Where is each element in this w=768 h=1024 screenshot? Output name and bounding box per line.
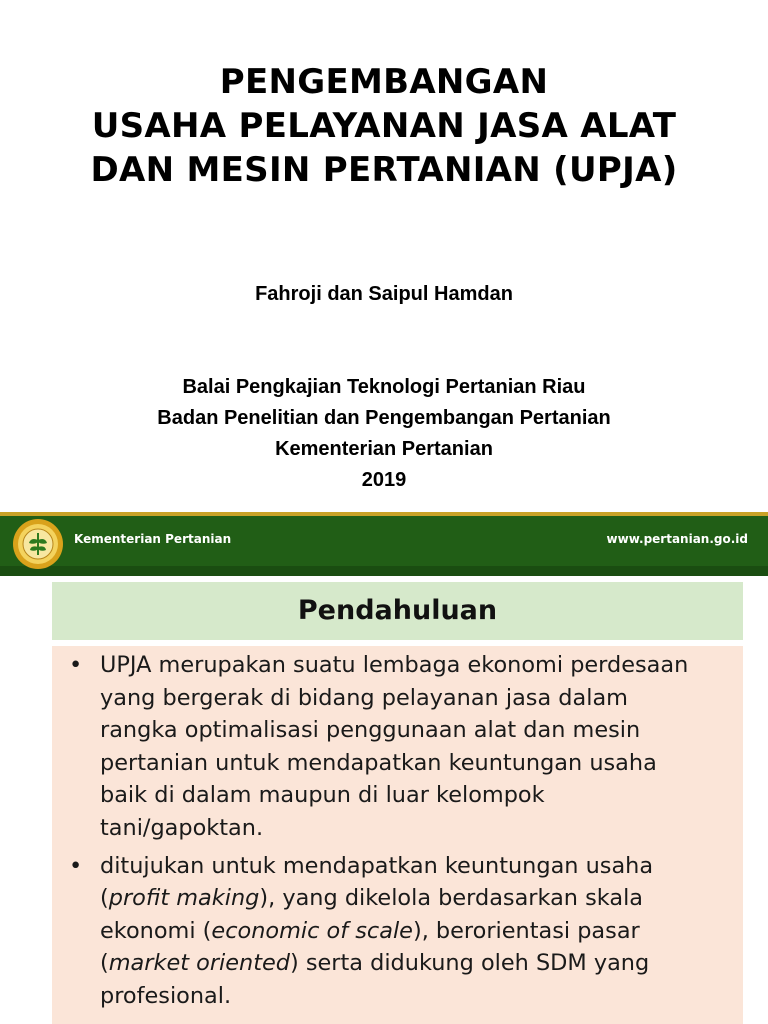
ministry-name: Kementerian Pertanian: [74, 532, 232, 546]
bullet-icon: •: [69, 852, 83, 879]
institution-line: Badan Penelitian dan Pengembangan Pertanian: [157, 407, 611, 429]
bullet-item: [64, 850, 739, 1013]
bullet-line: [100, 882, 739, 915]
text-fragment: (: [100, 950, 109, 977]
banner-shade-stripe: [0, 566, 768, 576]
ministry-website[interactable]: www.pertanian.go.id: [606, 532, 748, 546]
bullet-line: ditujukan untuk mendapatkan keuntungan usaha: [100, 852, 654, 879]
bullet-line: tani/gapoktan.: [100, 814, 264, 841]
text-fragment: ), yang dikelola berdasarkan skala: [259, 885, 644, 912]
slide-heading: Pendahuluan: [297, 595, 498, 626]
bullet-line: profesional.: [100, 982, 232, 1009]
bullet-line: [100, 915, 739, 948]
bullet-icon: •: [69, 652, 83, 678]
bullet-item: [64, 649, 739, 845]
bullet-line: [100, 947, 739, 980]
cover-year: 2019: [361, 469, 407, 491]
kementan-emblem-icon: [12, 518, 64, 570]
cover-authors: Fahroji dan Saipul Hamdan: [255, 283, 513, 305]
text-fragment: (: [100, 885, 109, 912]
text-fragment: ), berorientasi pasar: [412, 917, 640, 944]
bullet-line: baik di dalam maupun di luar kelompok: [100, 782, 545, 809]
cover-title-line: PENGEMBANGAN: [219, 62, 549, 102]
heading-box: [52, 582, 743, 640]
bullet-line: pertanian untuk mendapatkan keuntungan usaha: [100, 749, 657, 776]
ministry-banner: [0, 512, 768, 576]
cover-title: [0, 60, 768, 192]
bullet-line: rangka optimalisasi penggunaan alat dan mesin: [100, 717, 641, 744]
cover-title-line: DAN MESIN PERTANIAN (UPJA): [90, 150, 678, 190]
italic-term: market oriented: [108, 950, 290, 977]
cover-title-line: USAHA PELAYANAN JASA ALAT: [91, 106, 677, 146]
institution-line: Kementerian Pertanian: [275, 438, 493, 460]
italic-term: economic of scale: [211, 917, 413, 944]
bullet-list: [64, 649, 739, 1018]
text-fragment: ) serta didukung oleh SDM yang: [290, 950, 650, 977]
banner-gold-stripe: [0, 512, 768, 516]
content-box: [52, 646, 743, 1024]
cover-institution: [0, 372, 768, 496]
italic-term: profit making: [108, 885, 260, 912]
institution-line: Balai Pengkajian Teknologi Pertanian Riau: [182, 376, 586, 398]
intro-slide: [0, 576, 768, 1024]
bullet-line: UPJA merupakan suatu lembaga ekonomi perdesaan: [100, 652, 689, 678]
text-fragment: ekonomi (: [100, 917, 212, 944]
bullet-line: yang bergerak di bidang pelayanan jasa dalam: [100, 684, 628, 711]
